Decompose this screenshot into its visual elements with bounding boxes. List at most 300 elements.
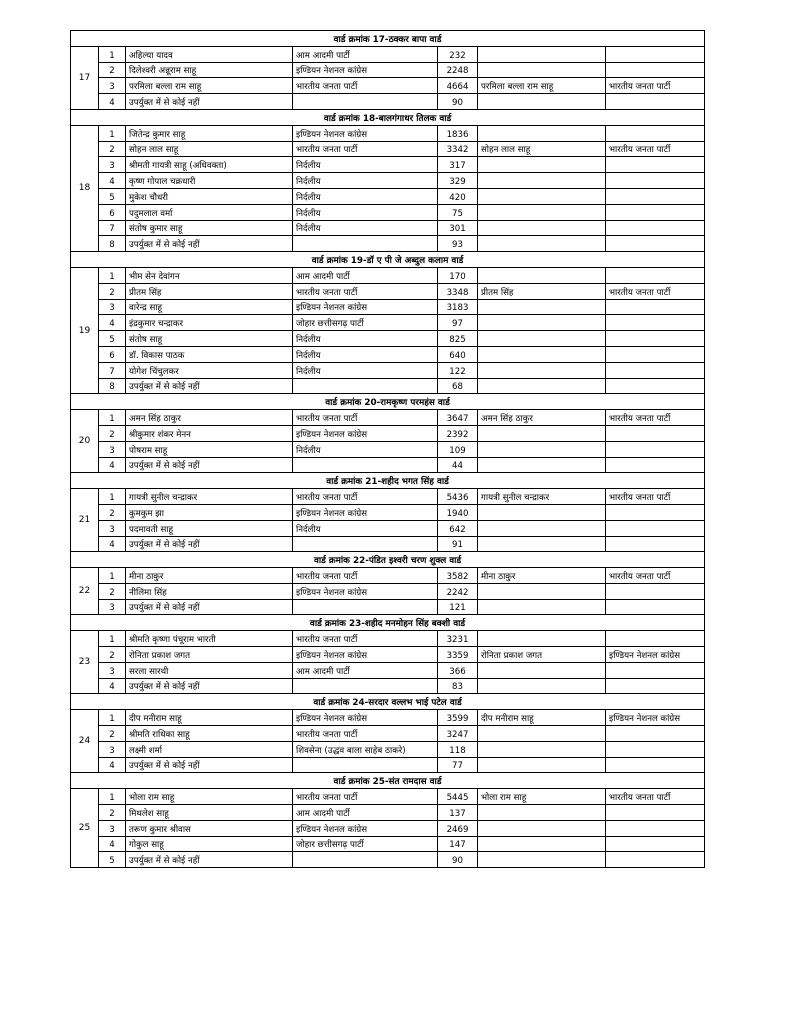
results-table: [70, 30, 705, 868]
ward-number: 23: [71, 631, 99, 694]
ward-header-row: [71, 773, 705, 789]
serial-number: 5: [99, 331, 126, 347]
ward-number: 22: [71, 568, 99, 615]
party-name: इण्डियन नेशनल कांग्रेस: [293, 504, 438, 520]
candidate-row: [71, 362, 705, 378]
serial-number: 4: [99, 536, 126, 552]
winner-name: [478, 536, 606, 552]
ward-title: वार्ड क्रमांक 18-बालगंगाधर तिलक वार्ड: [71, 109, 705, 125]
winner-party: भारतीय जनता पार्टी: [606, 568, 705, 584]
candidate-name: तरूण कुमार श्रीवास: [126, 820, 293, 836]
winner-party: [606, 94, 705, 110]
candidate-name: उपर्युक्त में से कोई नहीं: [126, 536, 293, 552]
winner-name: भोला राम साहू: [478, 789, 606, 805]
vote-count: 83: [438, 678, 478, 694]
winner-name: [478, 125, 606, 141]
ward-header-row: [71, 615, 705, 631]
winner-party: [606, 62, 705, 78]
vote-count: 3599: [438, 710, 478, 726]
candidate-name: उपर्युक्त में से कोई नहीं: [126, 378, 293, 394]
vote-count: 93: [438, 236, 478, 252]
winner-party: [606, 820, 705, 836]
winner-party: [606, 757, 705, 773]
winner-name: [478, 457, 606, 473]
vote-count: 3247: [438, 726, 478, 742]
winner-party: [606, 188, 705, 204]
candidate-row: [71, 631, 705, 647]
ward-header-row: [71, 31, 705, 47]
winner-party: [606, 520, 705, 536]
party-name: [293, 94, 438, 110]
candidate-name: पदुमलाल वर्मा: [126, 204, 293, 220]
vote-count: 642: [438, 520, 478, 536]
winner-name: [478, 741, 606, 757]
candidate-row: [71, 520, 705, 536]
ward-title: वार्ड क्रमांक 22-पंडित इश्वरी चरण शुक्ल वार्ड: [71, 552, 705, 568]
winner-name: [478, 631, 606, 647]
candidate-name: पदमावती साहू: [126, 520, 293, 536]
serial-number: 1: [99, 710, 126, 726]
candidate-row: [71, 568, 705, 584]
party-name: इण्डियन नेशनल कांग्रेस: [293, 583, 438, 599]
winner-name: [478, 599, 606, 615]
candidate-name: श्रीकुमार शंकर मेनन: [126, 425, 293, 441]
winner-name: [478, 836, 606, 852]
party-name: जोहार छत्तीसगढ़ पार्टी: [293, 836, 438, 852]
vote-count: 3359: [438, 647, 478, 663]
candidate-row: [71, 125, 705, 141]
serial-number: 2: [99, 805, 126, 821]
winner-party: [606, 346, 705, 362]
vote-count: 317: [438, 157, 478, 173]
party-name: जोहार छत्तीसगढ़ पार्टी: [293, 315, 438, 331]
candidate-name: संतोष कुमार साहू: [126, 220, 293, 236]
candidate-row: [71, 836, 705, 852]
winner-name: [478, 820, 606, 836]
vote-count: 3342: [438, 141, 478, 157]
ward-header-row: [71, 694, 705, 710]
candidate-name: सोहन लाल साहू: [126, 141, 293, 157]
winner-party: [606, 315, 705, 331]
party-name: निर्दलीय: [293, 520, 438, 536]
serial-number: 6: [99, 204, 126, 220]
winner-party: [606, 741, 705, 757]
candidate-row: [71, 173, 705, 189]
winner-party: [606, 299, 705, 315]
serial-number: 4: [99, 94, 126, 110]
ward-title: वार्ड क्रमांक 19-डॉ ए पी जे अब्दुल कलाम वार्ड: [71, 252, 705, 268]
ward-header-row: [71, 473, 705, 489]
vote-count: 1940: [438, 504, 478, 520]
party-name: [293, 757, 438, 773]
candidate-row: [71, 188, 705, 204]
vote-count: 121: [438, 599, 478, 615]
candidate-name: रोनिता प्रकाश जगत: [126, 647, 293, 663]
candidate-row: [71, 662, 705, 678]
candidate-row: [71, 789, 705, 805]
ward-number: 24: [71, 710, 99, 773]
winner-name: परमिला बल्ला राम साहू: [478, 78, 606, 94]
serial-number: 2: [99, 647, 126, 663]
winner-party: [606, 157, 705, 173]
winner-name: [478, 236, 606, 252]
candidate-name: भीम सेन देवांगन: [126, 267, 293, 283]
candidate-row: [71, 741, 705, 757]
candidate-name: श्रीमति कृष्णा पंचूराम भारती: [126, 631, 293, 647]
candidate-row: [71, 267, 705, 283]
serial-number: 2: [99, 283, 126, 299]
candidate-name: डॉ. विकास पाठक: [126, 346, 293, 362]
party-name: निर्दलीय: [293, 204, 438, 220]
candidate-name: उपर्युक्त में से कोई नहीं: [126, 852, 293, 868]
candidate-name: भोला राम साहू: [126, 789, 293, 805]
candidate-name: संतोष साहू: [126, 331, 293, 347]
serial-number: 2: [99, 504, 126, 520]
party-name: [293, 599, 438, 615]
party-name: निर्दलीय: [293, 188, 438, 204]
party-name: इण्डियन नेशनल कांग्रेस: [293, 62, 438, 78]
candidate-row: [71, 504, 705, 520]
winner-name: [478, 346, 606, 362]
vote-count: 75: [438, 204, 478, 220]
vote-count: 44: [438, 457, 478, 473]
vote-count: 1836: [438, 125, 478, 141]
candidate-name: इंद्रकुमार चन्द्राकर: [126, 315, 293, 331]
winner-party: [606, 173, 705, 189]
vote-count: 232: [438, 46, 478, 62]
winner-party: [606, 204, 705, 220]
candidate-name: पोषराम साहू: [126, 441, 293, 457]
candidate-row: [71, 94, 705, 110]
serial-number: 8: [99, 378, 126, 394]
serial-number: 1: [99, 568, 126, 584]
candidate-row: [71, 378, 705, 394]
winner-party: भारतीय जनता पार्टी: [606, 410, 705, 426]
serial-number: 3: [99, 662, 126, 678]
vote-count: 3231: [438, 631, 478, 647]
party-name: भारतीय जनता पार्टी: [293, 631, 438, 647]
winner-party: भारतीय जनता पार्टी: [606, 141, 705, 157]
winner-party: [606, 46, 705, 62]
candidate-name: उपर्युक्त में से कोई नहीं: [126, 94, 293, 110]
candidate-name: कुमकुम झा: [126, 504, 293, 520]
vote-count: 2392: [438, 425, 478, 441]
party-name: भारतीय जनता पार्टी: [293, 410, 438, 426]
candidate-name: अहिल्या यादव: [126, 46, 293, 62]
party-name: [293, 236, 438, 252]
party-name: निर्दलीय: [293, 157, 438, 173]
winner-party: इण्डियन नेशनल कांग्रेस: [606, 647, 705, 663]
party-name: आम आदमी पार्टी: [293, 805, 438, 821]
candidate-name: सरला सारथी: [126, 662, 293, 678]
serial-number: 8: [99, 236, 126, 252]
vote-count: 3183: [438, 299, 478, 315]
winner-party: [606, 631, 705, 647]
candidate-row: [71, 141, 705, 157]
serial-number: 1: [99, 46, 126, 62]
party-name: निर्दलीय: [293, 220, 438, 236]
serial-number: 3: [99, 599, 126, 615]
vote-count: 109: [438, 441, 478, 457]
candidate-row: [71, 346, 705, 362]
vote-count: 137: [438, 805, 478, 821]
winner-party: [606, 125, 705, 141]
ward-title: वार्ड क्रमांक 17-ठक्कर बापा वार्ड: [71, 31, 705, 47]
candidate-row: [71, 425, 705, 441]
ward-title: वार्ड क्रमांक 21-शहीद भगत सिंह वार्ड: [71, 473, 705, 489]
winner-name: [478, 173, 606, 189]
serial-number: 6: [99, 346, 126, 362]
winner-party: [606, 726, 705, 742]
candidate-name: गोकुल साहू: [126, 836, 293, 852]
vote-count: 118: [438, 741, 478, 757]
winner-party: [606, 852, 705, 868]
vote-count: 90: [438, 94, 478, 110]
vote-count: 420: [438, 188, 478, 204]
ward-number: 21: [71, 489, 99, 552]
winner-party: [606, 425, 705, 441]
party-name: आम आदमी पार्टी: [293, 46, 438, 62]
serial-number: 1: [99, 489, 126, 505]
winner-party: [606, 378, 705, 394]
candidate-name: उपर्युक्त में से कोई नहीं: [126, 678, 293, 694]
winner-party: [606, 662, 705, 678]
candidate-row: [71, 820, 705, 836]
winner-name: [478, 204, 606, 220]
candidate-row: [71, 678, 705, 694]
winner-party: [606, 583, 705, 599]
serial-number: 2: [99, 583, 126, 599]
serial-number: 4: [99, 457, 126, 473]
party-name: निर्दलीय: [293, 441, 438, 457]
ward-number: 18: [71, 125, 99, 251]
candidate-name: परमिला बल्ला राम साहू: [126, 78, 293, 94]
party-name: [293, 378, 438, 394]
serial-number: 3: [99, 299, 126, 315]
party-name: [293, 536, 438, 552]
serial-number: 2: [99, 726, 126, 742]
party-name: भारतीय जनता पार्टी: [293, 489, 438, 505]
ward-number: 20: [71, 410, 99, 473]
serial-number: 3: [99, 157, 126, 173]
party-name: [293, 852, 438, 868]
candidate-row: [71, 236, 705, 252]
vote-count: 68: [438, 378, 478, 394]
winner-name: गायत्री सुनील चन्द्राकर: [478, 489, 606, 505]
serial-number: 1: [99, 410, 126, 426]
winner-party: [606, 331, 705, 347]
winner-name: [478, 94, 606, 110]
winner-party: [606, 236, 705, 252]
vote-count: 366: [438, 662, 478, 678]
party-name: भारतीय जनता पार्टी: [293, 726, 438, 742]
party-name: इण्डियन नेशनल कांग्रेस: [293, 425, 438, 441]
serial-number: 3: [99, 441, 126, 457]
party-name: शिवसेना (उद्धव बाला साहेब ठाकरे): [293, 741, 438, 757]
candidate-name: अमन सिंह ठाकुर: [126, 410, 293, 426]
winner-name: [478, 805, 606, 821]
party-name: आम आदमी पार्टी: [293, 267, 438, 283]
party-name: [293, 457, 438, 473]
serial-number: 1: [99, 789, 126, 805]
serial-number: 4: [99, 836, 126, 852]
candidate-row: [71, 410, 705, 426]
winner-name: रोनिता प्रकाश जगत: [478, 647, 606, 663]
winner-party: [606, 678, 705, 694]
candidate-name: लक्ष्मी शर्मा: [126, 741, 293, 757]
serial-number: 4: [99, 315, 126, 331]
winner-name: [478, 362, 606, 378]
winner-name: [478, 583, 606, 599]
candidate-name: दिलेश्वरी अन्नूराम साहू: [126, 62, 293, 78]
candidate-name: प्रीतम सिंह: [126, 283, 293, 299]
vote-count: 90: [438, 852, 478, 868]
winner-name: [478, 267, 606, 283]
candidate-row: [71, 441, 705, 457]
winner-party: [606, 836, 705, 852]
winner-name: [478, 331, 606, 347]
vote-count: 301: [438, 220, 478, 236]
party-name: निर्दलीय: [293, 331, 438, 347]
winner-party: भारतीय जनता पार्टी: [606, 283, 705, 299]
party-name: भारतीय जनता पार्टी: [293, 568, 438, 584]
ward-number: 19: [71, 267, 99, 393]
candidate-row: [71, 62, 705, 78]
candidate-row: [71, 726, 705, 742]
winner-party: [606, 267, 705, 283]
candidate-row: [71, 599, 705, 615]
serial-number: 1: [99, 267, 126, 283]
vote-count: 329: [438, 173, 478, 189]
candidate-name: उपर्युक्त में से कोई नहीं: [126, 457, 293, 473]
winner-name: [478, 520, 606, 536]
ward-number: 17: [71, 46, 99, 109]
candidate-name: गायत्री सुनील चन्द्राकर: [126, 489, 293, 505]
ward-title: वार्ड क्रमांक 23-शहीद मनमोहन सिंह बक्शी वार्ड: [71, 615, 705, 631]
candidate-row: [71, 489, 705, 505]
candidate-name: मीना ठाकुर: [126, 568, 293, 584]
winner-party: भारतीय जनता पार्टी: [606, 78, 705, 94]
winner-name: [478, 757, 606, 773]
candidate-row: [71, 852, 705, 868]
candidate-row: [71, 299, 705, 315]
candidate-name: मुकेश चौधरी: [126, 188, 293, 204]
winner-name: [478, 726, 606, 742]
party-name: निर्दलीय: [293, 173, 438, 189]
winner-name: दीप मनीराम साहू: [478, 710, 606, 726]
winner-name: [478, 504, 606, 520]
serial-number: 3: [99, 520, 126, 536]
candidate-row: [71, 157, 705, 173]
winner-name: सोहन लाल साहू: [478, 141, 606, 157]
party-name: इण्डियन नेशनल कांग्रेस: [293, 299, 438, 315]
winner-name: [478, 157, 606, 173]
winner-party: [606, 504, 705, 520]
serial-number: 3: [99, 741, 126, 757]
winner-name: मीना ठाकुर: [478, 568, 606, 584]
winner-name: [478, 299, 606, 315]
candidate-row: [71, 583, 705, 599]
vote-count: 5436: [438, 489, 478, 505]
winner-party: [606, 362, 705, 378]
party-name: [293, 678, 438, 694]
serial-number: 4: [99, 678, 126, 694]
winner-name: [478, 188, 606, 204]
vote-count: 91: [438, 536, 478, 552]
party-name: भारतीय जनता पार्टी: [293, 789, 438, 805]
candidate-row: [71, 220, 705, 236]
party-name: निर्दलीय: [293, 346, 438, 362]
serial-number: 7: [99, 362, 126, 378]
candidate-name: उपर्युक्त में से कोई नहीं: [126, 236, 293, 252]
vote-count: 97: [438, 315, 478, 331]
vote-count: 122: [438, 362, 478, 378]
vote-count: 77: [438, 757, 478, 773]
winner-name: [478, 852, 606, 868]
candidate-row: [71, 536, 705, 552]
serial-number: 4: [99, 173, 126, 189]
winner-name: [478, 441, 606, 457]
serial-number: 7: [99, 220, 126, 236]
ward-header-row: [71, 109, 705, 125]
candidate-row: [71, 204, 705, 220]
vote-count: 2242: [438, 583, 478, 599]
candidate-name: वारेन्द्र साहू: [126, 299, 293, 315]
winner-party: [606, 441, 705, 457]
candidate-row: [71, 78, 705, 94]
candidate-row: [71, 757, 705, 773]
winner-party: [606, 457, 705, 473]
winner-name: प्रीतम सिंह: [478, 283, 606, 299]
winner-party: [606, 536, 705, 552]
candidate-row: [71, 647, 705, 663]
vote-count: 5445: [438, 789, 478, 805]
ward-header-row: [71, 552, 705, 568]
winner-party: भारतीय जनता पार्टी: [606, 789, 705, 805]
serial-number: 2: [99, 62, 126, 78]
candidate-name: उपर्युक्त में से कोई नहीं: [126, 599, 293, 615]
candidate-name: जितेन्द्र कुमार साहू: [126, 125, 293, 141]
winner-name: [478, 315, 606, 331]
serial-number: 4: [99, 757, 126, 773]
vote-count: 2248: [438, 62, 478, 78]
vote-count: 3582: [438, 568, 478, 584]
candidate-name: योगेश चिंचुलकर: [126, 362, 293, 378]
ward-header-row: [71, 394, 705, 410]
candidate-name: नीलिमा सिंह: [126, 583, 293, 599]
vote-count: 2469: [438, 820, 478, 836]
winner-name: [478, 220, 606, 236]
vote-count: 3647: [438, 410, 478, 426]
winner-name: [478, 62, 606, 78]
ward-title: वार्ड क्रमांक 24-सरदार वल्लभ भाई पटेल वार्ड: [71, 694, 705, 710]
vote-count: 3348: [438, 283, 478, 299]
results-sheet: [70, 30, 704, 868]
winner-party: [606, 805, 705, 821]
vote-count: 825: [438, 331, 478, 347]
winner-party: [606, 599, 705, 615]
candidate-name: श्रीमति राधिका साहू: [126, 726, 293, 742]
vote-count: 4664: [438, 78, 478, 94]
candidate-row: [71, 457, 705, 473]
party-name: भारतीय जनता पार्टी: [293, 141, 438, 157]
candidate-name: दीप मनीराम साहू: [126, 710, 293, 726]
vote-count: 640: [438, 346, 478, 362]
serial-number: 2: [99, 141, 126, 157]
candidate-name: उपर्युक्त में से कोई नहीं: [126, 757, 293, 773]
ward-title: वार्ड क्रमांक 25-संत रामदास वार्ड: [71, 773, 705, 789]
serial-number: 5: [99, 188, 126, 204]
